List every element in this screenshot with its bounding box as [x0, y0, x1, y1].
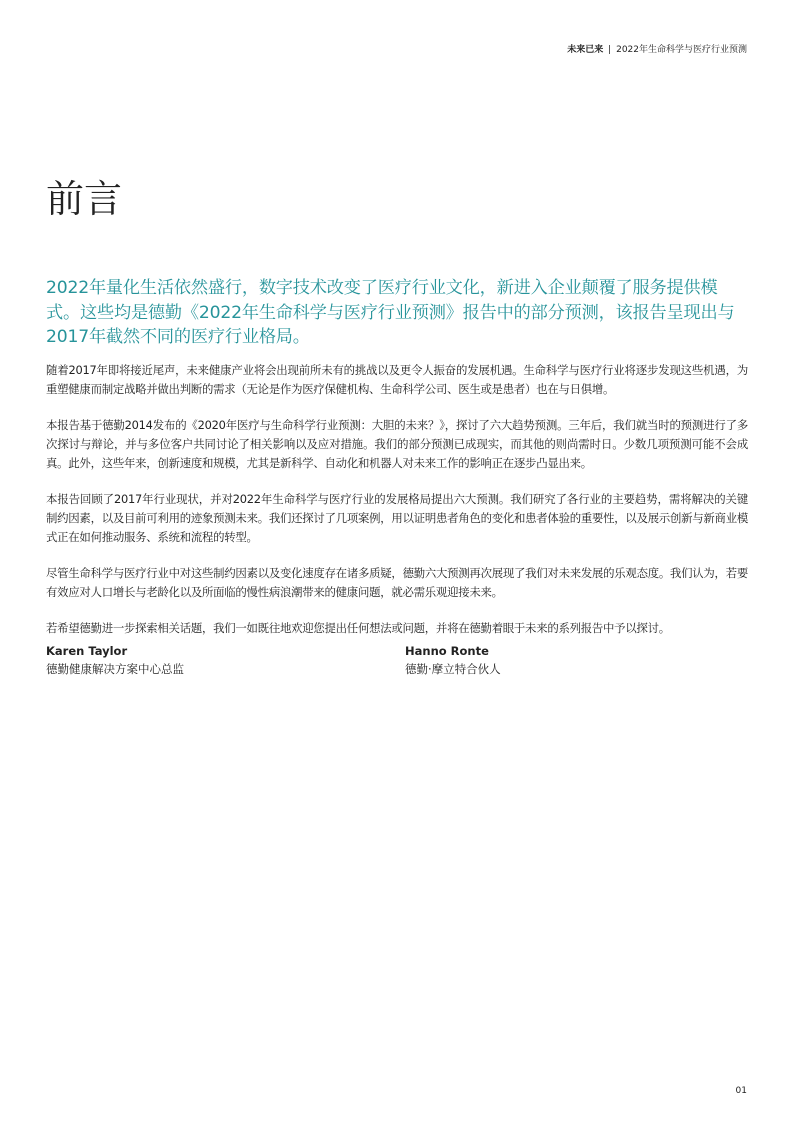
signature-name: Hanno Ronte [405, 644, 489, 658]
signature-role: 德勤健康解决方案中心总监 [46, 662, 184, 676]
page-number: 01 [735, 1086, 747, 1096]
signature-name: Karen Taylor [46, 644, 128, 658]
intro-paragraph: 2022年量化生活依然盛行，数字技术改变了医疗行业文化，新进入企业颠覆了服务提供模式。这些均是德勤《2022年生命科学与医疗行业预测》报告中的部分预测，该报告呈现出与2017年截然不同的医疗行业格局。 [46, 278, 735, 347]
signature-role: 德勤·摩立特合伙人 [405, 662, 501, 676]
signature-hanno-ronte [405, 644, 501, 677]
body-text [46, 361, 748, 655]
body-paragraph-1: 随着2017年即将接近尾声，未来健康产业将会出现前所未有的挑战以及更令人振奋的发展机遇。生命科学与医疗行业将逐步发现这些机遇，为重塑健康而制定战略并做出判断的需求（无论是作为医疗保健机构、生命科学公司、医生或是患者）也在与日俱增。 [46, 363, 748, 396]
body-paragraph-5: 若希望德勤进一步探索相关话题，我们一如既往地欢迎您提出任何想法或问题，并将在德勤着眼于未来的系列报告中予以探讨。 [46, 621, 670, 635]
header-separator: | [608, 45, 612, 55]
body-paragraph-4: 尽管生命科学与医疗行业中对这些制约因素以及变化速度存在诸多质疑，德勤六大预测再次展现了我们对未来发展的乐观态度。我们认为，若要有效应对人口增长与老龄化以及所面临的慢性病浪潮带来的健康问题，就必需乐观迎接未来。 [46, 566, 748, 599]
header-report-title: 2022年生命科学与医疗行业预测 [616, 45, 747, 55]
signature-karen-taylor [46, 644, 184, 677]
body-paragraph-3: 本报告回顾了2017年行业现状，并对2022年生命科学与医疗行业的发展格局提出六大预测。我们研究了各行业的主要趋势，需将解决的关键制约因素，以及目前可利用的迹象预测未来。我们还探讨了几项案例，用以证明患者角色的变化和患者体验的重要性，以及展示创新与新商业模式正在如何推动服务、系统和流程的转型。 [46, 492, 748, 544]
body-paragraph-2: 本报告基于德勤2014发布的《2020年医疗与生命科学行业预测：大胆的未来？》，探讨了六大趋势预测。三年后，我们就当时的预测进行了多次探讨与辩论，并与多位客户共同讨论了相关影响以及应对措施。我们的部分预测已成现实，而其他的则尚需时日。少数几项预测可能不会成真。此外，这些年来，创新速度和规模，尤其是新科学、自动化和机器人对未来工作的影响正在逐步凸显出来。 [46, 418, 748, 470]
page-title: 前言 [46, 177, 123, 221]
header-series: 未来已来 [567, 45, 604, 55]
running-header [567, 42, 747, 55]
